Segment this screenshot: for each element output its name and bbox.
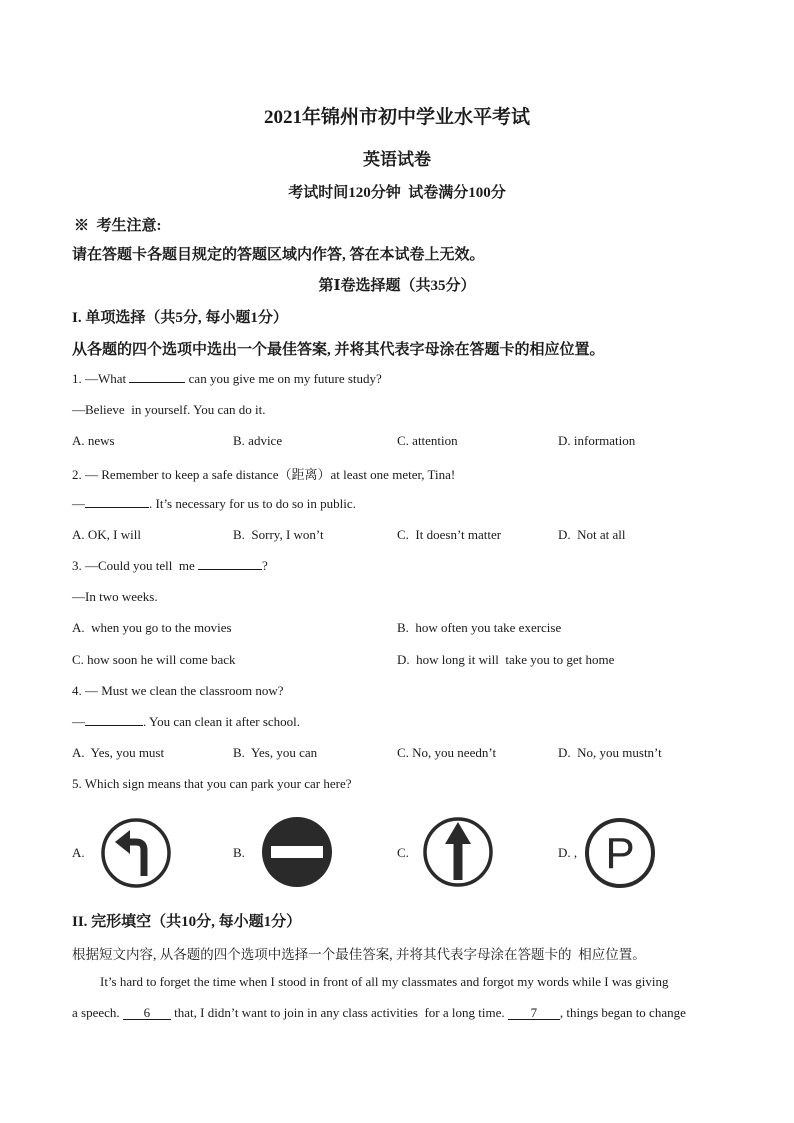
blank-7: 7 — [508, 1006, 560, 1020]
left-turn-sign-icon — [100, 816, 172, 890]
q1-stem-end: can you give me on my future study? — [185, 371, 382, 386]
notice-text: 请在答题卡各题目规定的答题区域内作答, 答在本试卷上无效。 — [72, 247, 485, 263]
q1-stem-start: 1. —What — [72, 371, 130, 386]
q1-option-b: B. advice — [233, 433, 283, 448]
q2-stem: 2. — Remember to keep a safe distance（距离）at least one meter, Tina! — [72, 467, 456, 482]
section1-instructions: 从各题的四个选项中选出一个最佳答案, 并将其代表字母涂在答题卡的相应位置。 — [72, 342, 605, 358]
q2-reply — [72, 496, 356, 512]
q3-answer-blank — [198, 568, 262, 570]
section1-title: I. 单项选择（共5分, 每小题1分） — [72, 310, 288, 326]
passage-line-1: It’s hard to forget the time when I stood in front of all my classmates and forgot my words while I was giving — [100, 974, 669, 989]
q5-option-a: A. — [72, 845, 85, 860]
q4-reply-dash: — — [72, 714, 85, 729]
q2-option-d: D. Not at all — [558, 527, 626, 542]
straight-ahead-sign-icon — [421, 814, 495, 890]
notice-heading: ※ 考生注意: — [74, 218, 162, 234]
q4-option-d: D. No, you mustn’t — [558, 745, 662, 760]
passage-line-2-start: a speech. — [72, 1005, 123, 1020]
q4-reply-end: . You can clean it after school. — [143, 714, 301, 729]
q5-option-b: B. — [233, 845, 245, 860]
q1-stem — [72, 371, 382, 387]
q1-reply: —Believe in yourself. You can do it. — [72, 402, 266, 417]
q5-option-d: D. , — [558, 845, 578, 860]
q2-option-a: A. OK, I will — [72, 527, 141, 542]
blank-6: 6 — [123, 1006, 171, 1020]
q1-option-d: D. information — [558, 433, 636, 448]
q1-option-c: C. attention — [397, 433, 458, 448]
exam-subject: 英语试卷 — [363, 150, 431, 169]
q3-option-c: C. how soon he will come back — [72, 652, 236, 667]
q2-reply-dash: — — [72, 496, 85, 511]
q3-reply: —In two weeks. — [72, 589, 158, 604]
q3-option-b: B. how often you take exercise — [397, 620, 562, 635]
parking-letter: P — [605, 829, 635, 878]
q2-option-b: B. Sorry, I won’t — [233, 527, 324, 542]
section2-title: II. 完形填空（共10分, 每小题1分） — [72, 914, 302, 930]
section2-instructions: 根据短文内容, 从各题的四个选项中选择一个最佳答案, 并将其代表字母涂在答题卡的 相应位置。 — [72, 947, 646, 962]
q4-answer-blank — [85, 724, 143, 726]
q1-option-a: A. news — [72, 433, 115, 448]
passage-line-2-middle: that, I didn’t want to join in any class activities for a long time. — [170, 1005, 508, 1020]
q2-answer-blank — [85, 506, 149, 508]
q2-option-c: C. It doesn’t matter — [397, 527, 502, 542]
q3-stem — [72, 558, 268, 574]
parking-sign-icon — [583, 816, 657, 890]
passage-line-2-end: , things began to change — [559, 1005, 686, 1020]
q3-stem-end: ? — [262, 558, 268, 573]
q4-option-b: B. Yes, you can — [233, 745, 318, 760]
exam-time-info: 考试时间120分钟 试卷满分100分 — [288, 185, 506, 201]
part1-title: 第Ⅰ卷选择题（共35分） — [318, 278, 476, 294]
q4-reply — [72, 714, 300, 730]
q3-option-a: A. when you go to the movies — [72, 620, 232, 635]
q3-stem-start: 3. —Could you tell me — [72, 558, 199, 573]
q3-option-d: D. how long it will take you to get home — [397, 652, 615, 667]
q5-stem: 5. Which sign means that you can park your car here? — [72, 776, 352, 791]
q4-option-a: A. Yes, you must — [72, 745, 165, 760]
q5-option-c: C. — [397, 845, 409, 860]
no-entry-sign-icon — [260, 814, 334, 890]
exam-title: 2021年锦州市初中学业水平考试 — [263, 107, 530, 128]
q4-stem: 4. — Must we clean the classroom now? — [72, 683, 284, 698]
q2-reply-end: . It’s necessary for us to do so in public. — [149, 496, 356, 511]
q4-option-c: C. No, you needn’t — [397, 745, 497, 760]
q1-answer-blank — [129, 381, 185, 383]
passage-line-2 — [72, 1005, 686, 1021]
